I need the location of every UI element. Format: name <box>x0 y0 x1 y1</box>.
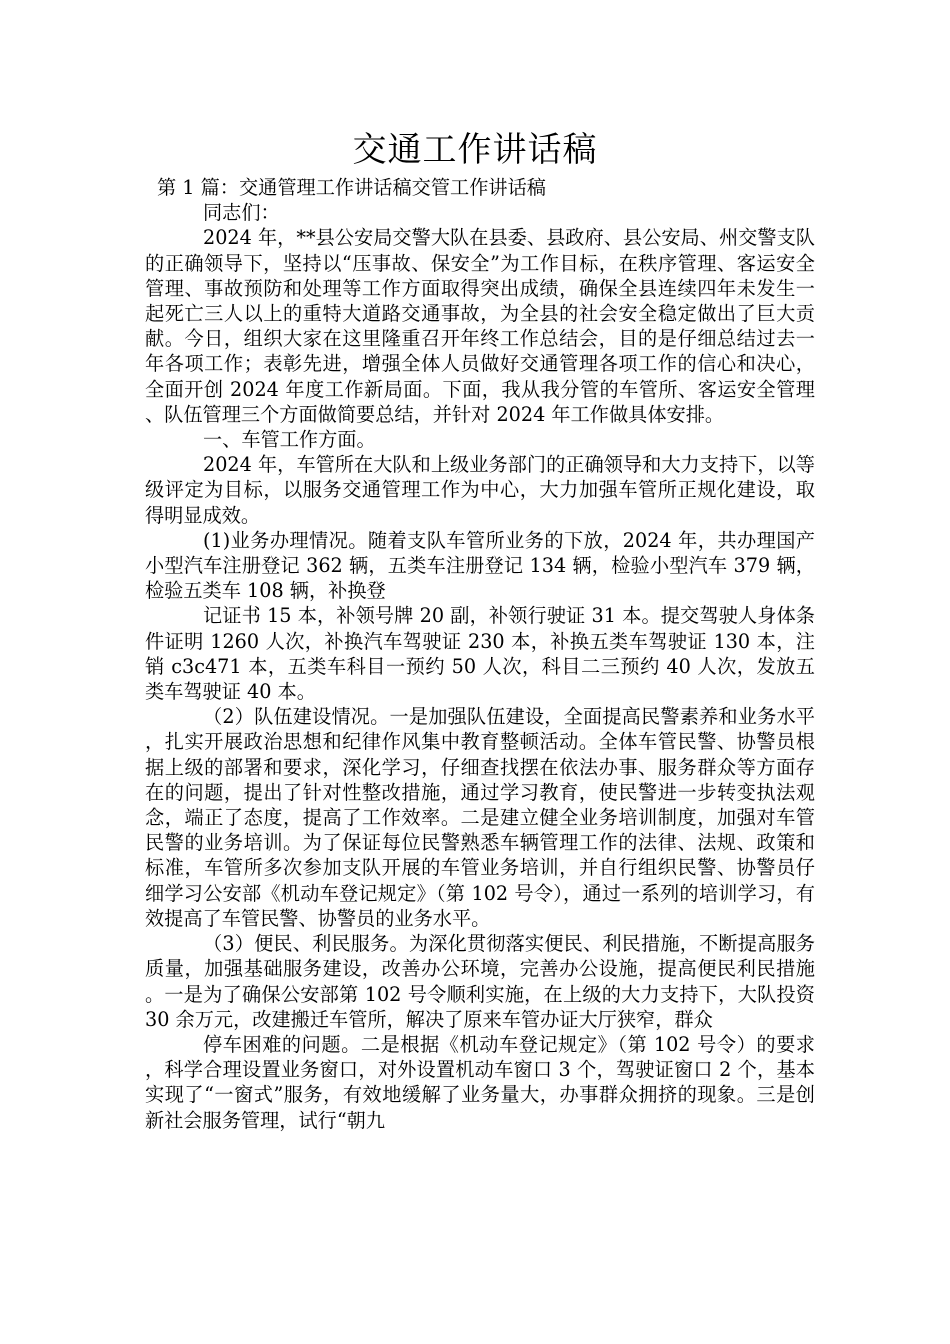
paragraph: （2）队伍建设情况。一是加强队伍建设，全面提高民警素养和业务水平，扎实开展政治思想和纪律作风集中教育整顿活动。全体车管民警、协警员根据上级的部署和要求，深化学习，仔细查找摆在依法办事、服务群众等方面存在的问题，提出了针对性整改措施，通过学习教育，使民警进一步转变执法观念，端正了态度，提高了工作效率。二是建立健全业务培训制度，加强对车管民警的业务培训。为了保证每位民警熟悉车辆管理工作的法律、法规、政策和标准，车管所多次参加支队开展的车管业务培训，并自行组织民警、协警员仔细学习公安部《机动车登记规定》（第 102 号令），通过一系列的培训学习，有效提高了车管民警、协警员的业务水平。 <box>145 705 815 930</box>
paragraph: 2024 年，车管所在大队和上级业务部门的正确领导和大力支持下，以等级评定为目标，以服务交通管理工作为中心，大力加强车管所正规化建设，取得明显成效。 <box>145 453 815 527</box>
paragraph: （3）便民、利民服务。为深化贯彻落实便民、利民措施，不断提高服务质量，加强基础服务建设，改善办公环境，完善办公设施，提高便民利民措施。一是为了确保公安部第 102 号令顺利实施，在上级的大力支持下，大队投资 30 余万元，改建搬迁车管所，解决了原来车管办证大厅狭窄，群众 <box>145 932 815 1031</box>
paragraph: 停车困难的问题。二是根据《机动车登记规定》（第 102 号令）的要求，科学合理设置业务窗口，对外设置机动车窗口 3 个，驾驶证窗口 2 个，基本实现了“一窗式”服务，有效地缓解了业务量大，办事群众拥挤的现象。三是创新社会服务管理，试行“朝九 <box>145 1032 815 1132</box>
document-subtitle: 第 1 篇：交通管理工作讲话稿交管工作讲话稿 <box>157 176 546 199</box>
document-body <box>145 175 815 1133</box>
paragraph: 记证书 15 本，补领号牌 20 副，补领行驶证 31 本。提交驾驶人身体条件证明 1260 人次，补换汽车驾驶证 230 本，补换五类车驾驶证 130 本，注销 c3c471 本，五类车科目一预约 50 人次，科目二三预约 40 人次，发放五类车驾驶证 40 本。 <box>145 604 815 704</box>
paragraph: 2024 年，**县公安局交警大队在县委、县政府、县公安局、州交警支队的正确领导下，坚持以“压事故、保安全”为工作目标，在秩序管理、客运安全管理、事故预防和处理等工作方面取得突出成绩，确保全县连续四年未发生一起死亡三人以上的重特大道路交通事故，为全县的社会安全稳定做出了巨大贡献。今日，组织大家在这里隆重召开年终工作总结会，目的是仔细总结过去一年各项工作；表彰先进，增强全体人员做好交通管理各项工作的信心和决心，全面开创 2024 年度工作新局面。下面，我从我分管的车管所、客运安全管理、队伍管理三个方面做简要总结，并针对 2024 年工作做具体安排。 <box>145 226 815 426</box>
document-title: 交通工作讲话稿 <box>352 130 598 170</box>
paragraph: (1)业务办理情况。随着支队车管所业务的下放，2024 年，共办理国产小型汽车注册登记 362 辆，五类车注册登记 134 辆，检验小型汽车 379 辆，检验五类车 108 辆，补换登 <box>145 528 815 603</box>
salutation: 同志们： <box>203 201 280 225</box>
section-heading: 一、车管工作方面。 <box>203 428 376 452</box>
